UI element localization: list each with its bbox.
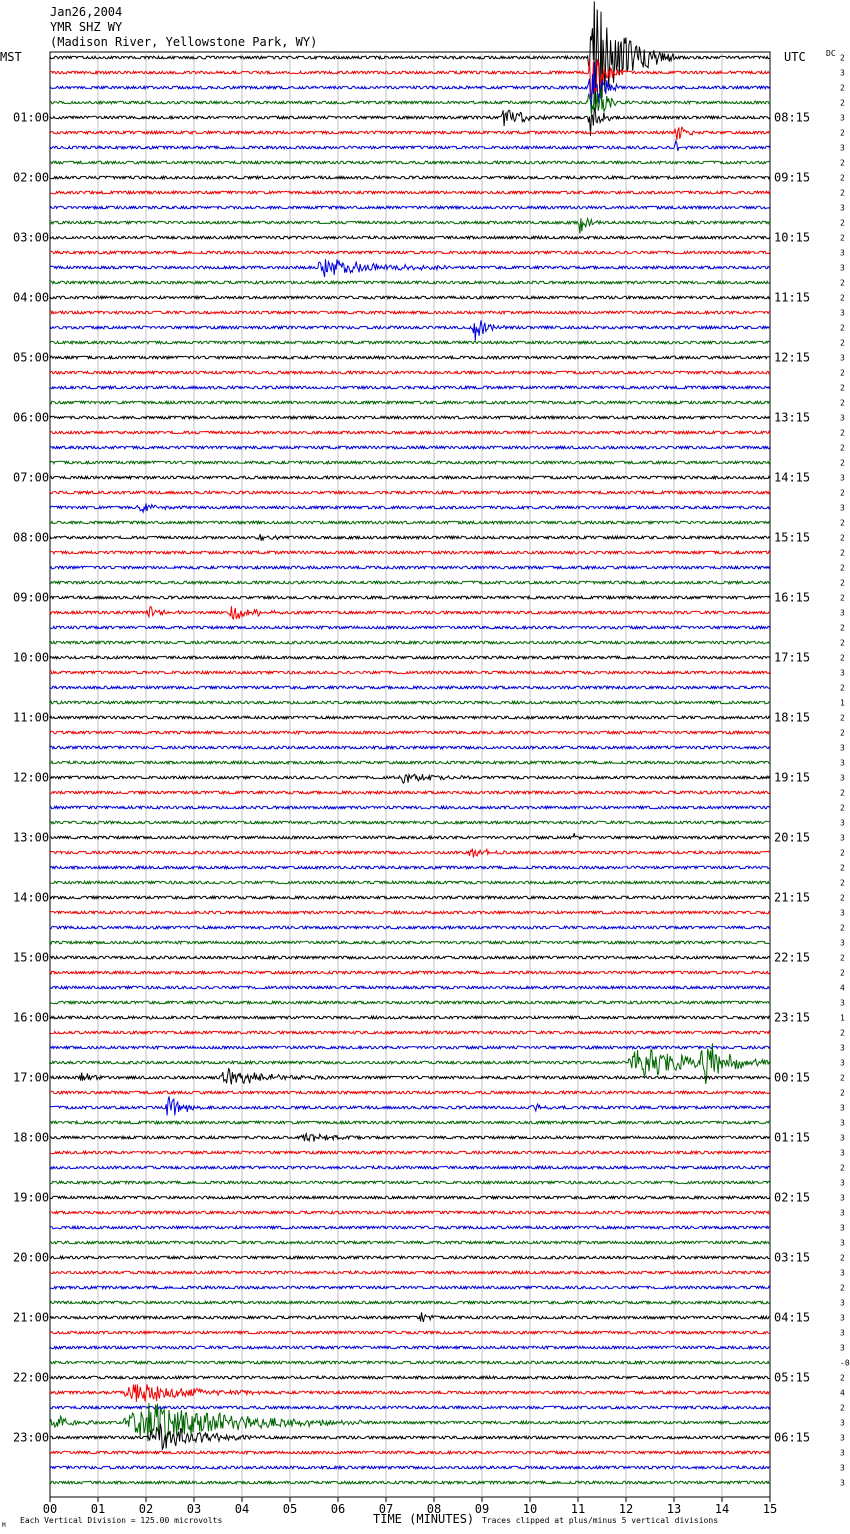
trace-line (50, 849, 770, 858)
trace-line (50, 281, 770, 284)
trace-line (50, 1046, 770, 1049)
dc-label: DC (826, 49, 836, 58)
dc-value: 2 (840, 518, 845, 528)
dc-value: 2 (840, 488, 845, 498)
dc-value: 2 (840, 1403, 845, 1413)
dc-value: 3 (840, 743, 845, 753)
trace-line (50, 896, 770, 899)
right-hour-label: 00:15 (774, 1070, 811, 1085)
x-tick-label: 03 (186, 1502, 202, 1516)
trace-line (50, 1256, 770, 1259)
grid-lines (50, 52, 770, 1497)
left-hour-label: 17:00 (13, 1070, 50, 1085)
dc-value: 3 (840, 938, 845, 948)
trace-line (50, 1016, 770, 1019)
right-zone-label: UTC (784, 50, 806, 64)
left-hour-label: 07:00 (13, 470, 50, 485)
dc-value: 3 (840, 608, 845, 618)
trace-line (50, 866, 770, 869)
trace-line (50, 941, 770, 944)
right-hour-label: 20:15 (774, 830, 811, 845)
dc-value: 2 (840, 98, 845, 108)
dc-value: 2 (840, 218, 845, 228)
dc-value: 3 (840, 1298, 845, 1308)
dc-value: 2 (840, 428, 845, 438)
dc-value: 2 (840, 233, 845, 243)
right-hour-label: 09:15 (774, 170, 811, 185)
right-hour-label: 05:15 (774, 1370, 811, 1385)
dc-value: 3 (840, 248, 845, 258)
x-tick-label: 07 (378, 1502, 394, 1516)
dc-value: 3 (840, 668, 845, 678)
trace-line (50, 521, 770, 524)
right-hour-label: 17:15 (774, 650, 811, 665)
trace-line (50, 1481, 770, 1484)
trace-line (50, 1301, 770, 1304)
trace-line (50, 90, 770, 115)
left-hour-label: 05:00 (13, 350, 50, 365)
trace-line (50, 108, 770, 136)
trace-line (50, 127, 770, 140)
trace-line (50, 1384, 770, 1402)
scale-note: Each Vertical Division = 125.00 microvolts (20, 1516, 223, 1525)
right-hour-label: 21:15 (774, 890, 811, 905)
trace-line (50, 1466, 770, 1469)
dc-value: 3 (840, 1238, 845, 1248)
dc-value: 2 (840, 1088, 845, 1098)
x-tick-label: 14 (714, 1502, 730, 1516)
left-hour-label: 02:00 (13, 170, 50, 185)
trace-line (50, 311, 770, 314)
dc-value: 2 (840, 878, 845, 888)
x-tick-label: 09 (474, 1502, 490, 1516)
trace-line (50, 1451, 770, 1454)
trace-line (50, 206, 770, 209)
dc-value: 3 (840, 263, 845, 273)
dc-value: 3 (840, 998, 845, 1008)
dc-value: 3 (840, 1328, 845, 1338)
dc-value: 3 (840, 1463, 845, 1473)
dc-value: 2 (840, 848, 845, 858)
dc-value: 3 (840, 1103, 845, 1113)
dc-value: 2 (840, 533, 845, 543)
trace-line (50, 686, 770, 689)
dc-value: 2 (840, 548, 845, 558)
right-hour-label: 01:15 (774, 1130, 811, 1145)
trace-line (50, 1312, 770, 1322)
dc-value: 3 (840, 1118, 845, 1128)
dc-value: 2 (840, 83, 845, 93)
footer-mark: M (2, 1522, 6, 1529)
dc-value: 2 (840, 863, 845, 873)
dc-value: 3 (840, 308, 845, 318)
dc-value: 3 (840, 1178, 845, 1188)
dc-value: 3 (840, 773, 845, 783)
clip-note: Traces clipped at plus/minus 5 vertical divisions (482, 1516, 719, 1525)
trace-line (50, 701, 770, 704)
left-hour-label: 18:00 (13, 1130, 50, 1145)
dc-value: 3 (840, 1043, 845, 1053)
left-hour-label: 12:00 (13, 770, 50, 785)
left-hour-label: 23:00 (13, 1430, 50, 1445)
right-hour-label: 03:15 (774, 1250, 811, 1265)
left-hour-label: 20:00 (13, 1250, 50, 1265)
dc-value: 3 (840, 1343, 845, 1353)
trace-line (50, 1091, 770, 1094)
dc-value: 3 (840, 1148, 845, 1158)
right-hour-label: 23:15 (774, 1010, 811, 1025)
trace-line (50, 1196, 770, 1199)
trace-line (50, 356, 770, 359)
trace-line (50, 1, 770, 110)
dc-value: 2 (840, 293, 845, 303)
trace-line (50, 1271, 770, 1274)
trace-line (50, 1151, 770, 1154)
dc-value: 2 (840, 653, 845, 663)
dc-value: 2 (840, 398, 845, 408)
dc-value: 2 (840, 368, 845, 378)
x-tick-label: 12 (618, 1502, 634, 1516)
right-hour-label: 22:15 (774, 950, 811, 965)
dc-value: 3 (840, 473, 845, 483)
trace-line (50, 1376, 770, 1379)
dc-value: 2 (840, 683, 845, 693)
left-hour-label: 11:00 (13, 710, 50, 725)
trace-line (50, 320, 770, 340)
trace-line (50, 503, 770, 512)
dc-value: 3 (840, 1478, 845, 1488)
labels (13, 54, 850, 1517)
trace-line (50, 986, 770, 989)
trace-line (50, 491, 770, 494)
right-hour-label: 06:15 (774, 1430, 811, 1445)
trace-line (50, 806, 770, 809)
dc-value: 2 (840, 788, 845, 798)
dc-value: 2 (840, 1073, 845, 1083)
dc-value: 3 (840, 203, 845, 213)
trace-line (50, 386, 770, 389)
left-hour-label: 04:00 (13, 290, 50, 305)
dc-value: 2 (840, 1253, 845, 1263)
dc-value: 3 (840, 68, 845, 78)
trace-line (50, 1241, 770, 1244)
trace-line (50, 791, 770, 794)
dc-value: 3 (840, 143, 845, 153)
trace-line (50, 746, 770, 749)
seismic-traces (50, 1, 770, 1483)
dc-value: 2 (840, 623, 845, 633)
trace-line (50, 566, 770, 569)
dc-value: 2 (840, 713, 845, 723)
dc-value: 3 (840, 1313, 845, 1323)
trace-line (50, 1346, 770, 1349)
dc-value: 2 (840, 563, 845, 573)
trace-line (50, 641, 770, 644)
dc-value: 2 (840, 1283, 845, 1293)
trace-line (50, 761, 770, 764)
dc-value: 2 (840, 953, 845, 963)
dc-value: 2 (840, 638, 845, 648)
dc-value: 2 (840, 458, 845, 468)
dc-value: 3 (840, 818, 845, 828)
left-hour-label: 15:00 (13, 950, 50, 965)
trace-line (50, 1331, 770, 1334)
right-hour-label: 18:15 (774, 710, 811, 725)
trace-line (50, 534, 770, 541)
right-hour-label: 15:15 (774, 530, 811, 545)
header-station: YMR SHZ WY (50, 20, 123, 34)
dc-value: 2 (840, 893, 845, 903)
dc-value: 3 (840, 908, 845, 918)
right-hour-label: 08:15 (774, 110, 811, 125)
right-hour-label: 16:15 (774, 590, 811, 605)
trace-line (50, 1001, 770, 1004)
trace-line (50, 833, 770, 839)
trace-line (50, 671, 770, 674)
right-hour-label: 10:15 (774, 230, 811, 245)
trace-line (50, 141, 770, 151)
trace-line (50, 821, 770, 824)
trace-line (50, 1361, 770, 1364)
right-hour-label: 04:15 (774, 1310, 811, 1325)
dc-value: 2 (840, 338, 845, 348)
dc-value: 3 (840, 413, 845, 423)
dc-value: 3 (840, 1208, 845, 1218)
left-hour-label: 16:00 (13, 1010, 50, 1025)
dc-value: 3 (840, 1448, 845, 1458)
trace-line (50, 401, 770, 404)
trace-line (50, 881, 770, 884)
right-hour-label: 02:15 (774, 1190, 811, 1205)
trace-line (50, 971, 770, 974)
left-hour-label: 09:00 (13, 590, 50, 605)
trace-line (50, 296, 770, 299)
trace-line (50, 1121, 770, 1124)
left-hour-label: 19:00 (13, 1190, 50, 1205)
trace-line (50, 1096, 770, 1115)
dc-value: 2 (840, 383, 845, 393)
trace-line (50, 606, 770, 619)
header-location: (Madison River, Yellowstone Park, WY) (50, 35, 318, 49)
dc-value: 3 (840, 1268, 845, 1278)
x-tick-label: 04 (234, 1502, 250, 1516)
trace-line (50, 716, 770, 719)
dc-value: 2 (840, 728, 845, 738)
left-hour-label: 10:00 (13, 650, 50, 665)
left-zone-label: MST (0, 50, 22, 64)
header-date: Jan26,2004 (50, 5, 123, 19)
dc-value: 2 (840, 53, 845, 63)
trace-line (50, 431, 770, 434)
x-axis-label: TIME (MINUTES) (373, 1512, 475, 1526)
dc-value: 4 (840, 983, 845, 993)
x-tick-label: 11 (570, 1502, 586, 1516)
trace-line (50, 476, 770, 479)
plot-frame (50, 52, 770, 1497)
trace-line (50, 656, 770, 659)
left-hour-label: 01:00 (13, 110, 50, 125)
trace-line (50, 626, 770, 629)
trace-line (50, 1181, 770, 1184)
left-hour-label: 22:00 (13, 1370, 50, 1385)
dc-value: 1 (840, 698, 845, 708)
dc-value: 2 (840, 188, 845, 198)
x-tick-label: 02 (138, 1502, 154, 1516)
trace-line (50, 1226, 770, 1229)
dc-value: 3 (840, 1418, 845, 1428)
trace-line (50, 926, 770, 929)
right-hour-label: 13:15 (774, 410, 811, 425)
trace-line (50, 1069, 770, 1085)
trace-line (50, 461, 770, 464)
dc-value: 2 (840, 578, 845, 588)
dc-value: 1 (840, 1013, 845, 1023)
dc-value: 3 (840, 1058, 845, 1068)
left-hour-label: 03:00 (13, 230, 50, 245)
left-hour-label: 21:00 (13, 1310, 50, 1325)
trace-line (50, 416, 770, 419)
trace-line (50, 581, 770, 584)
trace-line (50, 446, 770, 449)
dc-value: 2 (840, 443, 845, 453)
trace-line (50, 1211, 770, 1214)
trace-line (50, 956, 770, 959)
left-hour-label: 13:00 (13, 830, 50, 845)
trace-line (50, 251, 770, 254)
trace-line (50, 911, 770, 914)
x-tick-label: 10 (522, 1502, 538, 1516)
dc-value: 2 (840, 323, 845, 333)
trace-line (50, 218, 770, 233)
trace-line (50, 551, 770, 554)
dc-value: 2 (840, 1028, 845, 1038)
dc-value: 2 (840, 803, 845, 813)
x-tick-label: 08 (426, 1502, 442, 1516)
dc-value: 3 (840, 833, 845, 843)
trace-line (50, 341, 770, 344)
trace-line (50, 236, 770, 239)
dc-value: 3 (840, 1193, 845, 1203)
trace-line (50, 161, 770, 164)
trace-line (50, 259, 770, 277)
x-tick-label: 01 (90, 1502, 106, 1516)
trace-line (50, 1166, 770, 1169)
dc-value: 2 (840, 1373, 845, 1383)
left-hour-label: 06:00 (13, 410, 50, 425)
trace-line (50, 1031, 770, 1034)
dc-value: 2 (840, 128, 845, 138)
right-hour-label: 11:15 (774, 290, 811, 305)
dc-value: 3 (840, 113, 845, 123)
trace-line (50, 1134, 770, 1142)
dc-value: 3 (840, 1433, 845, 1443)
dc-value: 2 (840, 278, 845, 288)
trace-line (50, 191, 770, 194)
trace-line (50, 731, 770, 734)
dc-value: 2 (840, 158, 845, 168)
right-hour-label: 19:15 (774, 770, 811, 785)
x-tick-label: 13 (666, 1502, 682, 1516)
right-hour-label: 12:15 (774, 350, 811, 365)
dc-value: 2 (840, 593, 845, 603)
trace-line (50, 1286, 770, 1289)
dc-value: 3 (840, 1223, 845, 1233)
dc-value: 3 (840, 1133, 845, 1143)
left-hour-label: 14:00 (13, 890, 50, 905)
dc-value: 3 (840, 758, 845, 768)
trace-line (50, 176, 770, 179)
dc-value: 2 (840, 968, 845, 978)
x-tick-label: 00 (42, 1502, 58, 1516)
x-tick-label: 06 (330, 1502, 346, 1516)
dc-value: 2 (840, 173, 845, 183)
dc-value: 2 (840, 1163, 845, 1173)
dc-value: 4 (840, 1388, 845, 1398)
dc-value: 3 (840, 353, 845, 363)
trace-line (50, 774, 770, 783)
right-hour-label: 14:15 (774, 470, 811, 485)
x-tick-label: 05 (282, 1502, 298, 1516)
x-tick-label: 15 (762, 1502, 778, 1516)
left-hour-label: 08:00 (13, 530, 50, 545)
dc-value: -0 (840, 1358, 850, 1368)
dc-value: 3 (840, 503, 845, 513)
trace-line (50, 596, 770, 599)
dc-value: 2 (840, 923, 845, 933)
trace-line (50, 59, 770, 99)
trace-line (50, 371, 770, 374)
